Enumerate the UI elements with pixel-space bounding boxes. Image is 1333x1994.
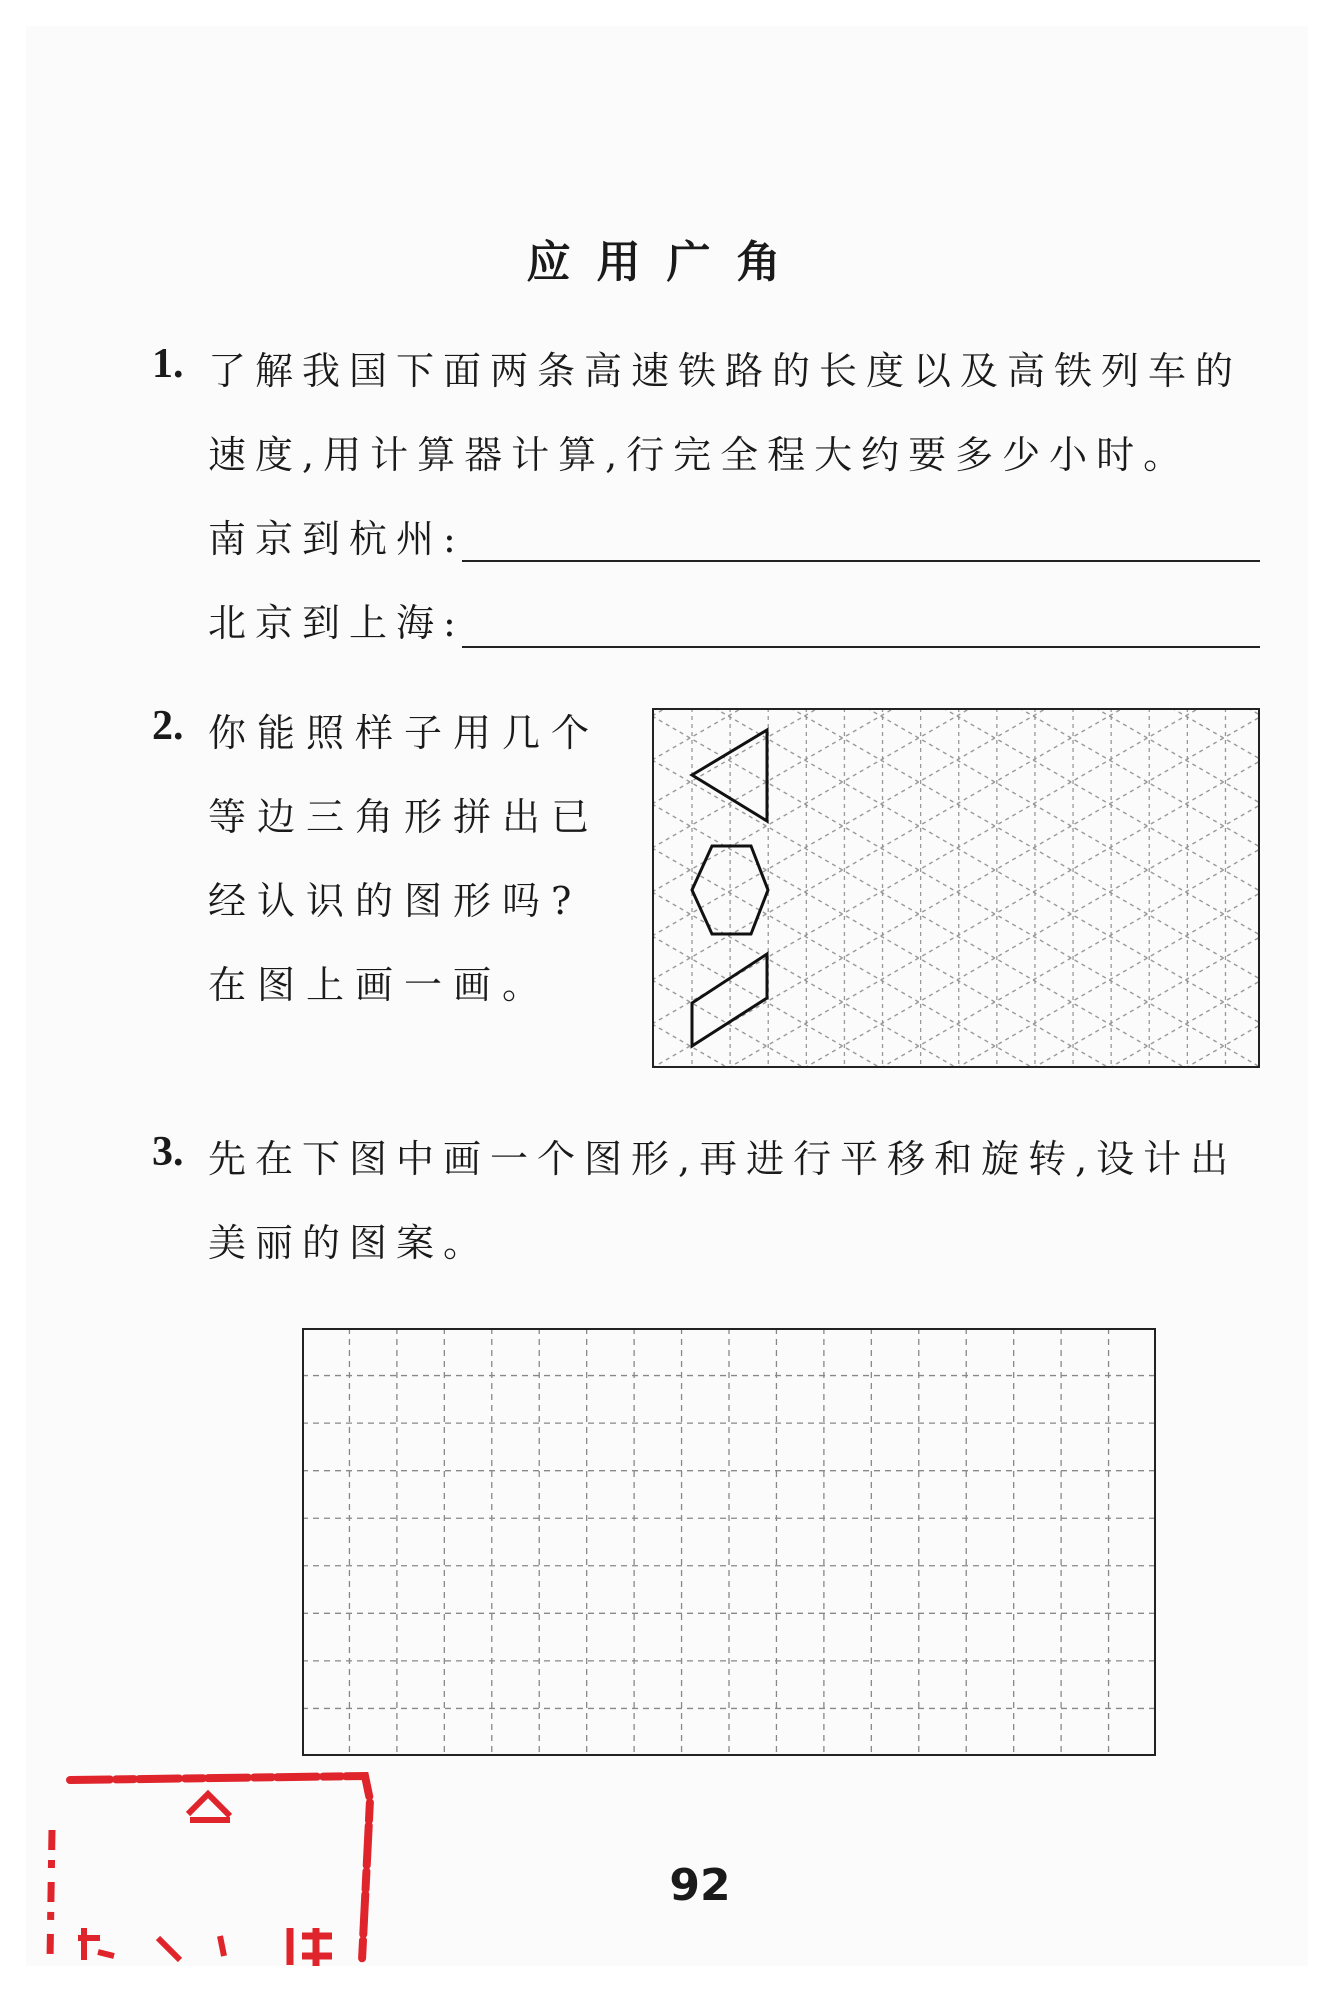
- grid-line: [652, 804, 1260, 1070]
- grid-line: [652, 1068, 1260, 1070]
- page-number: 92: [669, 1860, 731, 1911]
- question-1-line-2: 速度,用计算器计算,行完全程大约要多少小时。: [208, 433, 1191, 477]
- square-dashed-grid[interactable]: [302, 1328, 1158, 1758]
- question-3-number: 3.: [152, 1129, 184, 1175]
- grid-line: [652, 1024, 1260, 1070]
- grid-line: [652, 708, 1260, 1024]
- grid-line: [652, 848, 1260, 1070]
- route-2-label: 北京到上海:: [208, 601, 465, 645]
- grid-line: [652, 708, 1260, 847]
- grid-line: [652, 708, 1260, 936]
- question-2-line-1: 你能照样子用几个: [208, 711, 601, 755]
- grid-line: [652, 936, 1260, 1070]
- question-1-line-1: 了解我国下面两条高速铁路的长度以及高铁列车的: [208, 349, 1243, 393]
- route-2-answer-blank[interactable]: [462, 646, 1260, 648]
- example-hexagon-shape: [692, 846, 768, 934]
- route-1-label: 南京到杭州:: [208, 517, 465, 561]
- grid-line: [652, 849, 1260, 1070]
- grid-line: [652, 708, 1260, 803]
- question-2-line-2: 等边三角形拼出已: [208, 795, 601, 839]
- grid-line: [652, 1069, 1260, 1070]
- grid-line: [652, 708, 1260, 848]
- section-title: 应用广角: [526, 237, 807, 288]
- grid-line: [652, 708, 1260, 891]
- grid-line: [652, 937, 1260, 1070]
- question-2-line-3: 经认识的图形吗?: [208, 879, 583, 923]
- grid-line: [652, 708, 1260, 979]
- question-1-number: 1.: [152, 341, 184, 387]
- grid-line: [652, 708, 1260, 1023]
- grid-line: [652, 980, 1260, 1070]
- question-2-number: 2.: [152, 703, 184, 749]
- grid-line: [652, 708, 1260, 804]
- grid-line: [652, 717, 1260, 1068]
- grid-line: [652, 892, 1260, 1070]
- route-1-answer-blank[interactable]: [462, 560, 1260, 562]
- grid-line: [652, 708, 1260, 980]
- grid-line: [652, 981, 1260, 1070]
- grid-line: [652, 708, 1260, 892]
- grid-line: [652, 1025, 1260, 1070]
- grid-line: [652, 893, 1260, 1070]
- question-3-line-1: 先在下图中画一个图形,再进行平移和旋转,设计出: [208, 1137, 1238, 1181]
- question-2-line-4: 在图上画一画。: [208, 963, 552, 1007]
- triangle-dot-grid[interactable]: [652, 708, 1262, 1070]
- question-3-line-2: 美丽的图案。: [208, 1221, 491, 1265]
- grid-line: [652, 708, 1260, 760]
